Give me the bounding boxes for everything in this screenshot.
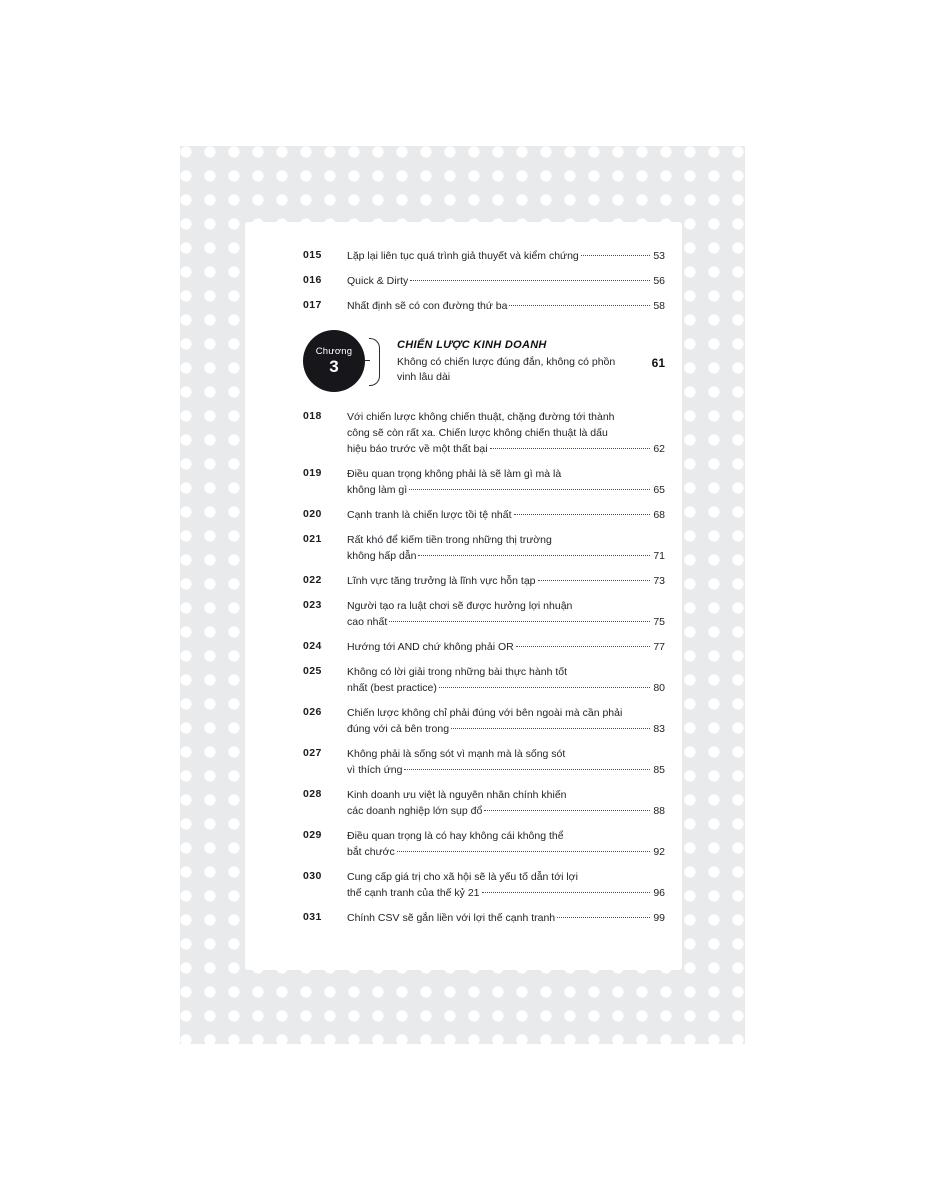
entry-body xyxy=(347,466,665,498)
entry-number: 027 xyxy=(303,746,322,759)
entry-page: 68 xyxy=(653,509,665,521)
entry-body xyxy=(347,639,665,655)
entry-page: 56 xyxy=(653,275,665,287)
entry-page: 71 xyxy=(653,550,665,562)
entry-line xyxy=(347,803,665,819)
leader-dots xyxy=(404,768,650,770)
entry-title: Nhất định sẽ có con đường thứ ba xyxy=(347,300,508,312)
entry-line xyxy=(347,273,665,289)
entry-body xyxy=(347,828,665,860)
chapter-subtitle: Không có chiến lược đúng đắn, không có phồn vinh lâu dài xyxy=(397,356,616,383)
entry-body xyxy=(347,409,665,457)
entry-page: 92 xyxy=(653,846,665,858)
entry-number: 021 xyxy=(303,532,322,545)
leader-dots xyxy=(509,304,650,306)
entry-page: 85 xyxy=(653,764,665,776)
entry-number: 018 xyxy=(303,409,322,422)
entry-number: 031 xyxy=(303,910,322,923)
entry-number: 025 xyxy=(303,664,322,677)
entry-line xyxy=(347,441,665,457)
entry-text-line: công sẽ còn rất xa. Chiến lược không chiến thuật là dấu xyxy=(347,427,608,439)
entry-title: đúng với cả bên trong xyxy=(347,723,450,735)
table-row xyxy=(303,466,665,498)
table-row xyxy=(303,532,665,564)
entry-text-line: Cung cấp giá trị cho xã hội sẽ là yếu tố dẫn tới lợi xyxy=(347,871,578,883)
chapter-page: 61 xyxy=(651,356,665,370)
entry-title: Lĩnh vực tăng trưởng là lĩnh vực hỗn tạp xyxy=(347,575,536,587)
entry-page: 96 xyxy=(653,887,665,899)
leader-dots xyxy=(451,727,650,729)
leader-dots xyxy=(514,513,651,515)
chapter-text xyxy=(397,338,665,385)
table-row xyxy=(303,507,665,523)
entry-number: 023 xyxy=(303,598,322,611)
table-row xyxy=(303,828,665,860)
entry-text-line: Với chiến lược không chiến thuật, chặng đường tới thành xyxy=(347,411,615,423)
leader-dots xyxy=(397,850,651,852)
entry-body xyxy=(347,248,665,264)
table-row xyxy=(303,639,665,655)
entry-title: vì thích ứng xyxy=(347,764,403,776)
entry-title: Lặp lại liên tục quá trình giả thuyết và kiểm chứng xyxy=(347,250,579,262)
leader-dots xyxy=(557,916,650,918)
chapter-banner xyxy=(303,330,665,392)
entry-line xyxy=(347,762,665,778)
leader-dots xyxy=(581,254,651,256)
entry-title: bắt chước xyxy=(347,846,395,858)
toc-content xyxy=(303,248,665,935)
entry-text-line: Điều quan trọng là có hay không cái không thể xyxy=(347,830,564,842)
table-row xyxy=(303,573,665,589)
entry-line xyxy=(347,548,665,564)
entry-line xyxy=(347,680,665,696)
entry-title: Hướng tới AND chứ không phải OR xyxy=(347,641,514,653)
entry-title: Quick & Dirty xyxy=(347,275,409,287)
table-row xyxy=(303,746,665,778)
table-row xyxy=(303,598,665,630)
entry-number: 028 xyxy=(303,787,322,800)
chapter-label: Chương xyxy=(315,346,353,357)
table-row xyxy=(303,273,665,289)
entry-title: thế cạnh tranh của thế kỷ 21 xyxy=(347,887,480,899)
entry-title: hiệu báo trước về một thất bại xyxy=(347,443,488,455)
entry-page: 80 xyxy=(653,682,665,694)
entry-number: 017 xyxy=(303,298,322,311)
leader-dots xyxy=(482,891,651,893)
entry-body xyxy=(347,507,665,523)
entry-title: Cạnh tranh là chiến lược tồi tệ nhất xyxy=(347,509,512,521)
entry-line xyxy=(347,721,665,737)
entry-text-line: Rất khó để kiếm tiền trong những thị trường xyxy=(347,534,552,546)
entry-body xyxy=(347,705,665,737)
entry-number: 016 xyxy=(303,273,322,286)
entry-number: 024 xyxy=(303,639,322,652)
entry-title: nhất (best practice) xyxy=(347,682,437,694)
entry-page: 73 xyxy=(653,575,665,587)
entry-line xyxy=(347,885,665,901)
entry-line xyxy=(347,844,665,860)
entry-number: 020 xyxy=(303,507,322,520)
table-row xyxy=(303,787,665,819)
entry-body xyxy=(347,298,665,314)
entry-title: không hấp dẫn xyxy=(347,550,417,562)
entry-body xyxy=(347,746,665,778)
table-row xyxy=(303,298,665,314)
leader-dots xyxy=(439,686,650,688)
entry-body xyxy=(347,532,665,564)
leader-dots xyxy=(490,447,651,449)
leader-dots xyxy=(484,809,650,811)
leader-dots xyxy=(538,579,651,581)
leader-dots xyxy=(409,488,650,490)
entry-body xyxy=(347,273,665,289)
entry-title: các doanh nghiệp lớn sụp đổ xyxy=(347,805,483,817)
entry-text-line: Chiến lược không chỉ phải đúng với bên ngoài mà cần phải xyxy=(347,707,623,719)
entry-page: 58 xyxy=(653,300,665,312)
entry-body xyxy=(347,664,665,696)
entry-page: 62 xyxy=(653,443,665,455)
leader-dots xyxy=(410,279,650,281)
bracket-icon xyxy=(369,338,380,386)
entry-line xyxy=(347,910,665,926)
entry-line xyxy=(347,639,665,655)
entry-number: 030 xyxy=(303,869,322,882)
table-row xyxy=(303,409,665,457)
entry-line xyxy=(347,573,665,589)
leader-dots xyxy=(516,645,651,647)
leader-dots xyxy=(418,554,650,556)
entry-line xyxy=(347,248,665,264)
toc-group-after-chapter xyxy=(303,409,665,926)
table-row xyxy=(303,664,665,696)
entry-line xyxy=(347,482,665,498)
entry-number: 019 xyxy=(303,466,322,479)
entry-text-line: Kinh doanh ưu việt là nguyên nhân chính khiến xyxy=(347,789,567,801)
entry-body xyxy=(347,598,665,630)
table-row xyxy=(303,248,665,264)
entry-body xyxy=(347,910,665,926)
entry-body xyxy=(347,869,665,901)
entry-title: Chính CSV sẽ gắn liền với lợi thế cạnh tranh xyxy=(347,912,556,924)
leader-dots xyxy=(389,620,650,622)
entry-page: 88 xyxy=(653,805,665,817)
entry-page: 53 xyxy=(653,250,665,262)
entry-page: 83 xyxy=(653,723,665,735)
entry-number: 022 xyxy=(303,573,322,586)
chapter-badge xyxy=(303,330,365,392)
entry-text-line: Người tạo ra luật chơi sẽ được hưởng lợi nhuận xyxy=(347,600,573,612)
entry-number: 026 xyxy=(303,705,322,718)
chapter-title: CHIẾN LƯỢC KINH DOANH xyxy=(397,339,547,351)
entry-page: 65 xyxy=(653,484,665,496)
entry-page: 99 xyxy=(653,912,665,924)
entry-page: 75 xyxy=(653,616,665,628)
toc-group-before-chapter xyxy=(303,248,665,314)
chapter-number: 3 xyxy=(329,357,339,376)
entry-text-line: Điều quan trọng không phải là sẽ làm gì mà là xyxy=(347,468,562,480)
entry-text-line: Không có lời giải trong những bài thực hành tốt xyxy=(347,666,568,678)
entry-body xyxy=(347,787,665,819)
entry-text-line: Không phải là sống sót vì mạnh mà là sống sót xyxy=(347,748,566,760)
entry-number: 029 xyxy=(303,828,322,841)
entry-number: 015 xyxy=(303,248,322,261)
entry-body xyxy=(347,573,665,589)
entry-title: cao nhất xyxy=(347,616,388,628)
entry-line xyxy=(347,507,665,523)
table-row xyxy=(303,869,665,901)
entry-line xyxy=(347,614,665,630)
table-row xyxy=(303,705,665,737)
entry-page: 77 xyxy=(653,641,665,653)
entry-line xyxy=(347,298,665,314)
table-row xyxy=(303,910,665,926)
entry-title: không làm gì xyxy=(347,484,408,496)
